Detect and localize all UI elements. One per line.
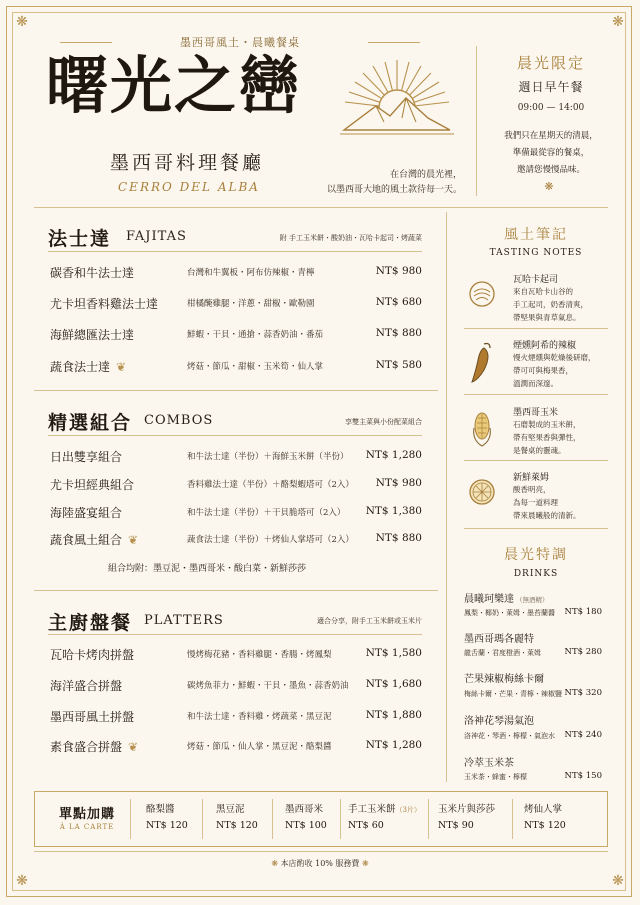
menu-item-desc: 鮮蝦・干貝・通搶・蒜香奶油・番茄 [187,330,324,340]
note-divider [464,394,608,395]
sunrise-mountain-icon [336,56,458,140]
note-line: 手工起司，奶香清爽， [513,300,588,309]
menu-item-desc: 和牛法士達（半份）＋海鮮玉米餅（半份） [187,452,349,462]
intro-line: 在台灣的晨光裡， [389,170,462,180]
alacarte-title: 單點加購 [58,807,115,822]
drink-desc: 龍舌蘭・君度橙酒・萊姆 [464,649,541,657]
drink-tag: （無酒精） [516,596,549,604]
note-title: 瓦哈卡起司 [513,275,559,285]
drink-name [464,590,549,605]
corner-ornament-icon: ❋ [16,873,28,889]
combos-title-en: COMBOS [144,413,214,428]
menu-item-desc: 烤菇・節瓜・甜椒・玉米筍・仙人掌 [187,362,324,372]
note-line: 帶堅果與青草氣息。 [513,313,581,322]
drinks-subtitle: DRINKS [513,569,559,579]
note-line: 酸香明亮， [513,485,551,494]
alacarte-divider [428,799,429,839]
vegetarian-leaf-icon: ❦ [116,360,127,374]
alacarte-divider [340,799,341,839]
menu-item-desc: 慢烤梅花豬・香料雞腿・香腸・烤鳳梨 [187,650,332,660]
menu-item-desc: 碳烤魚菲力・鮮蝦・干貝・墨魚・蒜香奶油 [187,681,349,691]
vegetarian-leaf-icon: ❦ [128,740,139,754]
note-line: 帶可可與梅果香， [513,366,573,375]
menu-item-desc: 和牛法士達・香料雞・烤蔬菜・黑豆泥 [187,712,332,722]
platters-title-en: PLATTERS [144,613,224,628]
note-line: 為每一道料理 [513,498,558,507]
notes-title: 風土筆記 [504,227,568,243]
section-rule [48,435,422,436]
drinks-title: 晨光特調 [504,547,568,563]
note-text [513,483,581,522]
drink-name: 墨西哥瑪各麗特 [464,634,534,645]
note-title: 煙燻阿希的辣椒 [513,341,577,351]
menu-item-price: NT$ 580 [375,359,422,371]
alacarte-item-name [348,801,421,815]
header-divider [476,46,477,196]
chili-icon [466,340,496,384]
notes-subtitle: TASTING NOTES [489,248,583,258]
note-title: 新鮮萊姆 [513,473,550,483]
menu-item-desc: 台灣和牛翼板・阿布仿辣椒・青檸 [187,268,315,278]
restaurant-subtitle: 墨西哥料理餐廳 [110,152,265,174]
morning-desc [478,128,624,179]
drink-price: NT$ 240 [564,730,602,740]
section-rule [48,251,422,252]
corn-icon [468,408,496,448]
note-title: 墨西哥玉米 [513,408,559,418]
combos-footnote: 組合均附：墨豆泥・墨西哥米・酸白菜・新鮮莎莎 [108,564,307,574]
note-text [513,285,588,324]
alacarte-item-name: 酪梨醬 [146,804,175,815]
menu-item-price: NT$ 980 [375,477,422,489]
ornament-icon: ❋ [544,180,554,193]
footer-note [0,858,640,869]
note-text [513,418,581,457]
morning-title: 晨光限定 [516,54,585,72]
menu-item-name: 日出雙享組合 [50,450,123,464]
alacarte-item-name: 玉米片與莎莎 [438,804,496,815]
section-rule [48,634,422,635]
note-line: 帶來晨曦般的清新。 [513,511,581,520]
menu-item-name: 碳香和牛法士達 [50,266,135,280]
morning-time: 09:00 — 14:00 [517,103,585,113]
fajitas-note: 附 手工玉米餅・酸奶油・瓦哈卡起司・烤蔬菜 [279,234,422,242]
vegetarian-leaf-icon: ❦ [128,533,139,547]
platters-note: 適合分享，附手工玉米餅或玉米片 [317,617,422,625]
note-line: 慢火煙燻與乾燥後研磨， [513,353,596,362]
drink-desc: 玉米茶・蜂蜜・檸檬 [464,773,527,781]
menu-item-price: NT$ 880 [375,327,422,339]
cheese-icon [468,280,496,308]
menu-item-name: 海陸盛宴組合 [50,506,123,520]
menu-item-price: NT$ 1,680 [365,678,422,690]
drink-desc: 鳳梨・椰奶・萊姆・墨苔蘭醬 [464,609,555,617]
menu-item-name: 尤卡坦香料雞法士達 [50,297,159,311]
menu-item-name: 墨西哥風土拼盤 [50,710,135,724]
drinks-rule [464,528,608,529]
menu-item-price: NT$ 1,280 [365,739,422,751]
note-line: 帶有堅果香與彈性， [513,433,581,442]
note-divider [464,328,608,329]
note-line: 石磨製成的玉米餅， [513,420,581,429]
menu-item-price: NT$ 1,880 [365,709,422,721]
ornament-icon: ❋ [359,859,369,868]
alacarte-divider [512,799,513,839]
fajitas-title-en: FAJITAS [126,229,187,244]
alacarte-item-price: NT$ 90 [438,820,474,831]
lime-icon [468,478,496,506]
ornament-icon: ❋ [271,859,281,868]
footer-rule [34,851,608,852]
section-divider [34,390,438,391]
note-line: 來自瓦哈卡山谷的 [513,287,573,296]
menu-item-name-text: 蔬食風土組合 [50,533,123,547]
menu-item-name [50,358,126,375]
menu-item-name: 瓦哈卡烤肉拼盤 [50,648,135,662]
menu-item-desc: 香料雞法士達（半份）＋酪梨蝦塔可（2入） [187,480,354,490]
note-line: 溫潤而深邃。 [513,379,558,388]
menu-item-desc: 柑橘醃雞腿・洋蔥・甜椒・歐勒園 [187,299,315,309]
drink-price: NT$ 180 [564,607,602,617]
intro-line: 以墨西哥大地的風土款待每一天。 [326,185,462,195]
corner-ornament-icon: ❋ [16,14,28,30]
menu-item-desc: 烤菇・節瓜・仙人掌・黑豆泥・酪梨醬 [187,742,332,752]
note-text [513,351,596,390]
alacarte-item-name: 黑豆泥 [216,804,245,815]
alacarte-item-price: NT$ 60 [348,820,384,831]
combos-title: 精選組合 [48,412,133,434]
section-divider [34,590,438,591]
alacarte-divider [272,799,273,839]
note-line: 是餐桌的靈魂。 [513,446,566,455]
alacarte-item-name: 烤仙人掌 [524,804,563,815]
menu-item-price: NT$ 1,580 [365,647,422,659]
menu-item-name-text: 蔬食法士達 [50,360,111,374]
drink-desc: 梅絲卡爾・芒果・青檸・辣椒鹽 [464,690,562,698]
note-divider [464,460,608,461]
corner-ornament-icon: ❋ [612,873,624,889]
alacarte-item-price: NT$ 120 [524,820,566,831]
alacarte-item-name-text: 手工玉米餅 [348,804,396,815]
menu-item-desc: 蔬食法士達（半份）＋烤仙人掌塔可（2入） [187,535,354,545]
header-rule [34,207,608,208]
platters-title: 主廚盤餐 [48,612,133,634]
morning-desc-line: 邀請您慢慢品味。 [516,165,585,175]
corner-ornament-icon: ❋ [612,14,624,30]
menu-item-price: NT$ 1,380 [365,505,422,517]
alacarte-item-price: NT$ 120 [216,820,258,831]
menu-item-name-text: 素食盛合拼盤 [50,740,123,754]
menu-item-name: 尤卡坦經典組合 [50,478,135,492]
menu-item-price: NT$ 980 [375,265,422,277]
menu-item-name [50,738,138,755]
menu-item-price: NT$ 680 [375,296,422,308]
morning-subtitle: 週日早午餐 [518,80,584,94]
latin-name: CERRO DEL ALBA [118,180,260,194]
combos-note: 享雙主菜與小份配菜組合 [345,418,422,426]
drink-price: NT$ 150 [564,771,602,781]
alacarte-item-price: NT$ 100 [285,820,327,831]
morning-desc-line: 我們只在星期天的清晨， [504,131,598,141]
menu-item-name: 海鮮總匯法士達 [50,328,135,342]
alacarte-title-en: À LA CARTE [59,823,115,831]
drink-price: NT$ 320 [564,688,602,698]
menu-item-price: NT$ 1,280 [365,449,422,461]
fajitas-title: 法士達 [48,228,112,250]
menu-item-name: 海洋盛合拼盤 [50,679,123,693]
service-charge-text: 本店酌收 10% 服務費 [280,859,360,868]
drink-name: 洛神花琴湯氣泡 [464,716,534,727]
menu-item-price: NT$ 880 [375,532,422,544]
tagline: 墨西哥風土・晨曦餐桌 [180,36,300,49]
alacarte-divider [130,799,131,839]
drink-name: 冷萃玉米茶 [464,758,514,769]
drink-name: 芒果辣椒梅絲卡爾 [464,674,544,685]
alacarte-divider [202,799,203,839]
morning-desc-line: 準備最從容的餐桌， [512,148,590,158]
drink-desc: 洛神花・琴酒・檸檬・氣泡水 [464,732,555,740]
drink-name-text: 晨曦珂樂達 [464,594,514,605]
menu-item-desc: 和牛法士達（半份）＋干貝脆塔可（2入） [187,508,346,518]
alacarte-item-price: NT$ 120 [146,820,188,831]
menu-item-name [50,531,138,548]
column-divider [446,212,447,782]
drink-price: NT$ 280 [564,647,602,657]
restaurant-title: 曙光之巒 [46,49,303,122]
intro-text [300,168,462,198]
alacarte-item-name: 墨西哥米 [285,804,324,815]
alacarte-item-tag: （3片） [395,806,421,814]
